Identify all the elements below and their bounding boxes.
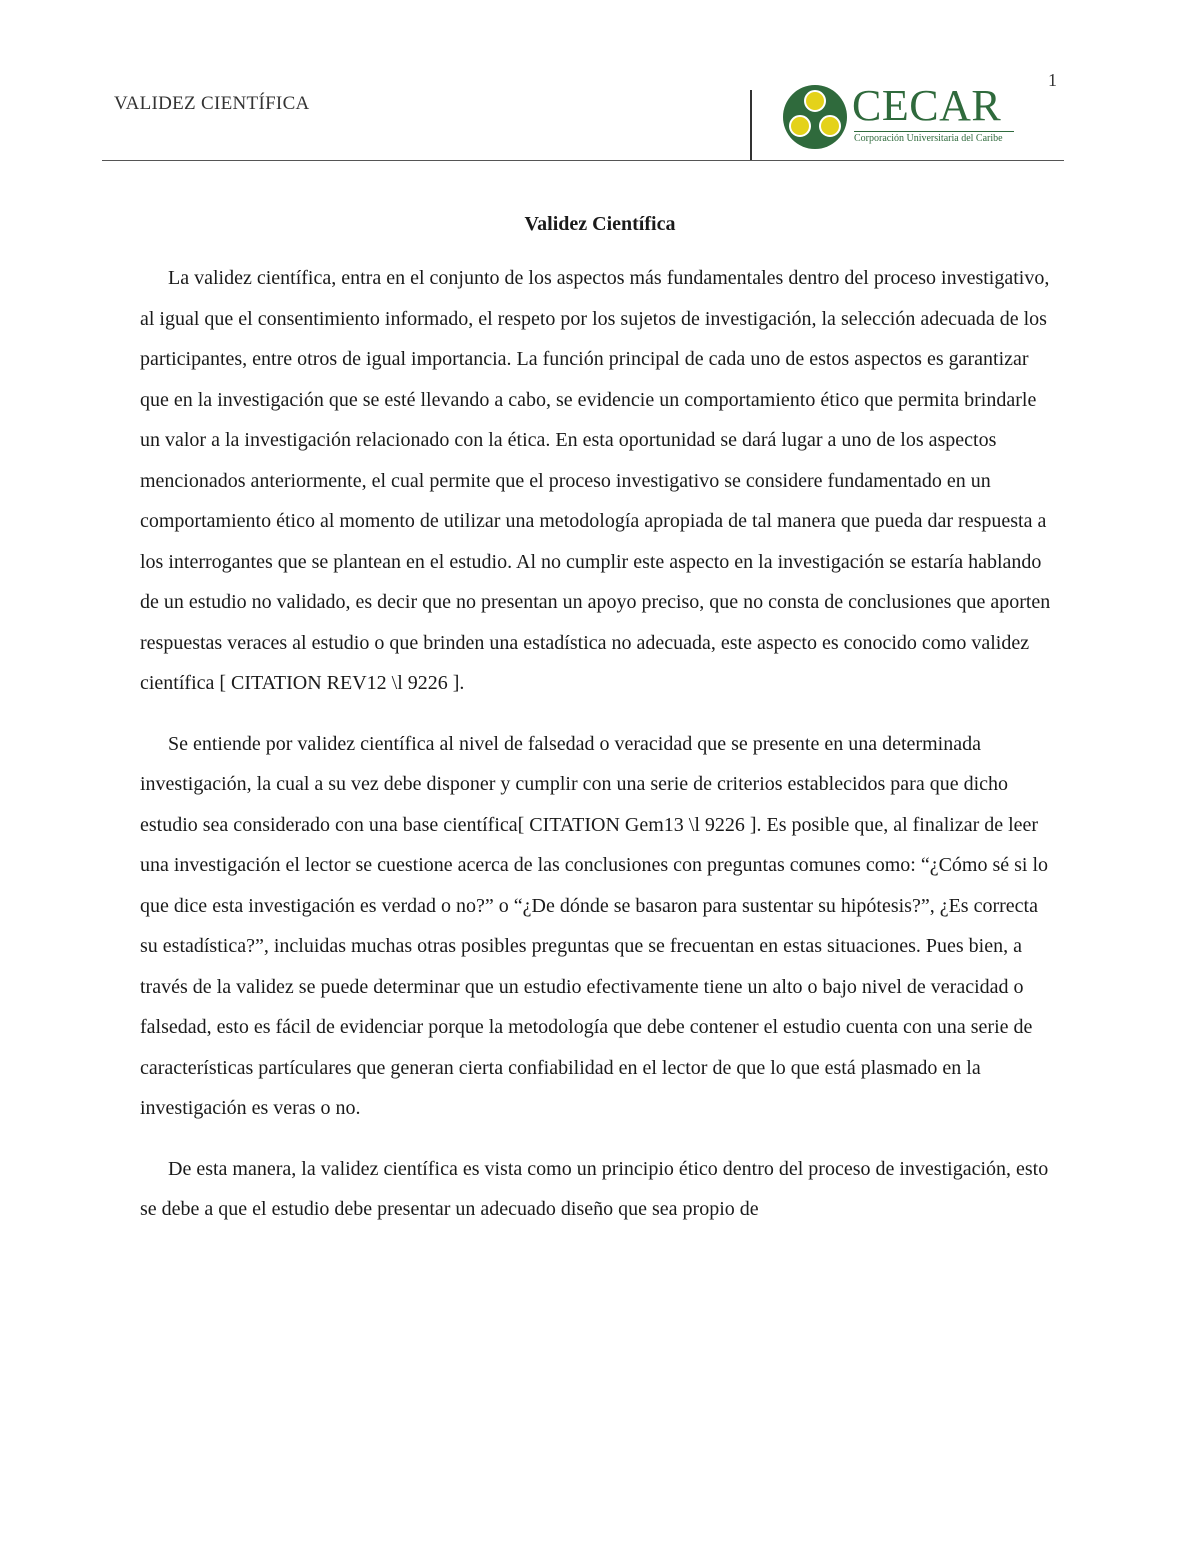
- paragraph: Se entiende por validez científica al nivel de falsedad o veracidad que se presente en una determinada investigación, la cual a su vez debe disponer y cumplir con una serie de criterios establecidos para que dicho estudio sea considerado con una base científica[ CITATION Gem13 \l 9226 ]. Es posible que, al finalizar de leer una investigación el lector se cuestione acerca de las conclusiones con preguntas comunes como: “¿Cómo sé si lo que dice esta investigación es verdad o no?” o “¿De dónde se basaron para sustentar su hipótesis?”, ¿Es correcta su estadística?”, incluidas muchas otras posibles preguntas que se frecuentan en estas situaciones. Pues bien, a través de la validez se puede determinar que un estudio efectivamente tiene un alto o bajo nivel de veracidad o falsedad, esto es fácil de evidenciar porque la metodología que debe contener el estudio cuenta con una serie de características partículares que generan cierta confiabilidad en el lector de que lo que está plasmado en la investigación es veras o no.: [140, 732, 1049, 1119]
- paragraph: La validez científica, entra en el conjunto de los aspectos más fundamentales dentro del proceso investigativo, al igual que el consentimiento informado, el respeto por los sujetos de investigación, la selección adecuada de los participantes, entre otros de igual importancia. La función principal de cada uno de estos aspectos es garantizar que en la investigación que se esté llevando a cabo, se evidencie un comportamiento ético que permita brindarle un valor a la investigación relacionado con la ética. En esta oportunidad se dará lugar a uno de los aspectos mencionados anteriormente, el cual permite que el proceso investigativo se considere fundamentado en un comportamiento ético al momento de utilizar una metodología apropiada de tal manera que pueda dar respuesta a los interrogantes que se plantean en el estudio. Al no cumplir este aspecto en la investigación se estaría hablando de un estudio no validado, es decir que no presentan un apoyo preciso, que no consta de conclusiones que aporten respuestas veraces al estudio o que brinden una estadística no adecuada, este aspecto es conocido como validez científica [ CITATION REV12 \l 9226 ].: [140, 267, 1051, 694]
- running-head: VALIDEZ CIENTÍFICA: [114, 93, 310, 114]
- logo-subtitle: Corporación Universitaria del Caribe: [854, 133, 1003, 144]
- document-title: Validez Científica: [524, 213, 676, 235]
- header-rule: [102, 160, 1064, 161]
- logo-wordmark: CECAR: [852, 81, 1002, 130]
- cecar-logo: [782, 82, 1022, 152]
- document-body: [140, 258, 1060, 1250]
- logo-divider: [750, 90, 752, 160]
- page-number: 1: [1048, 70, 1057, 90]
- cecar-emblem-icon: [782, 84, 848, 150]
- logo-underline: [854, 131, 1014, 132]
- paragraph: De esta manera, la validez científica es vista como un principio ético dentro del proceso de investigación, esto se debe a que el estudio debe presentar un adecuado diseño que sea propio de: [140, 1157, 1049, 1220]
